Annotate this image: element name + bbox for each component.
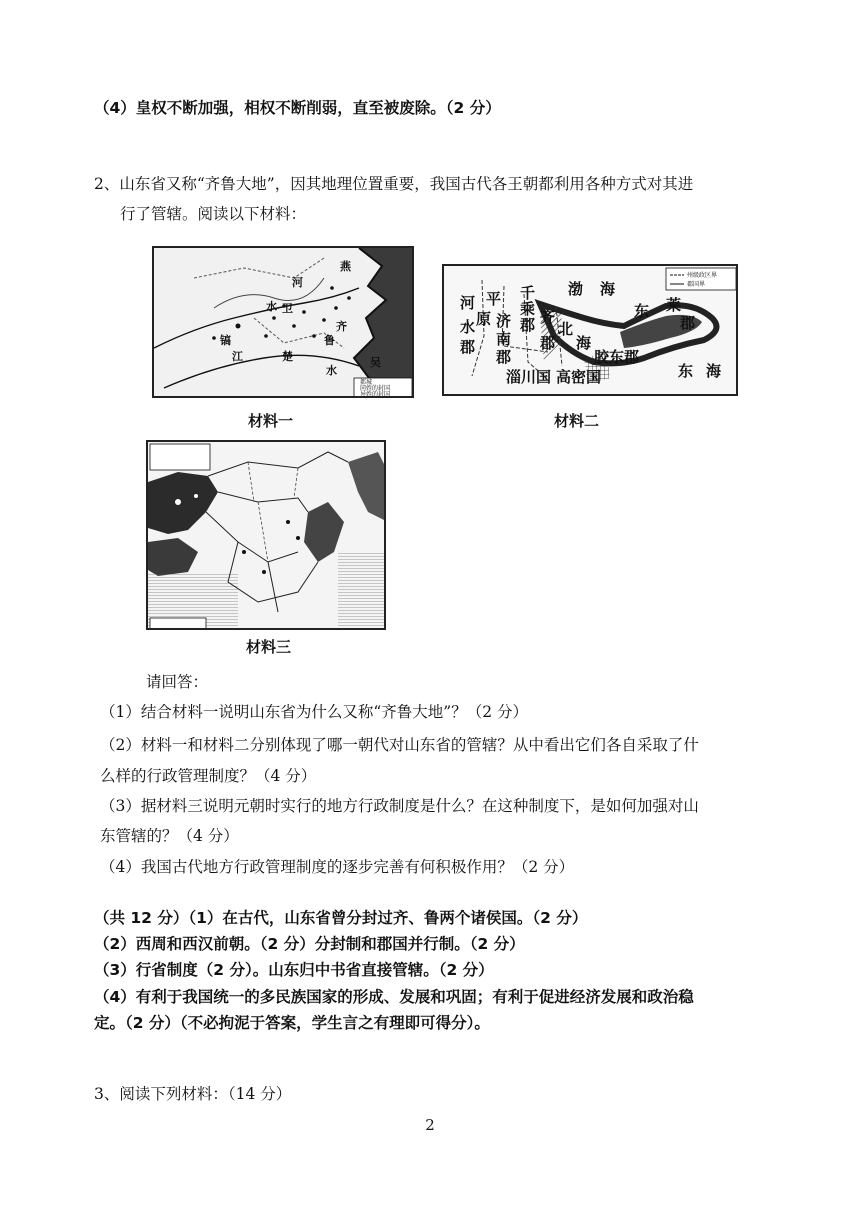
svg-text:千: 千 [520, 284, 536, 302]
page-number: 2 [425, 1116, 435, 1134]
svg-text:镐: 镐 [220, 334, 231, 347]
svg-text:郡: 郡 [496, 348, 512, 366]
question-2-stem-line-2: 行了管辖。阅读以下材料： [120, 205, 307, 223]
svg-text:河: 河 [460, 294, 476, 312]
answer-line: （4）有利于我国统一的多民族国家的形成、发展和巩固；有利于促进经济发展和政治稳 [94, 988, 694, 1006]
svg-text:燕: 燕 [340, 260, 351, 273]
svg-text:胶东郡: 胶东郡 [594, 348, 640, 366]
svg-text:郡: 郡 [520, 316, 536, 334]
svg-text:莱: 莱 [666, 296, 682, 314]
svg-text:水: 水 [266, 300, 277, 313]
svg-text:鲁: 鲁 [324, 334, 335, 347]
map1-label: 河 [292, 276, 303, 289]
svg-text:东: 东 [678, 362, 694, 380]
answer-line: （2）西周和西汉前朝。（2 分）分封制和郡国并行制。（2 分） [94, 935, 525, 953]
question-item: （1）结合材料一说明山东省为什么又称“齐鲁大地”？（2 分） [100, 703, 529, 721]
svg-text:海: 海 [576, 334, 592, 352]
svg-text:郡国界: 郡国界 [687, 281, 706, 288]
svg-text:淄川国: 淄川国 [506, 368, 552, 386]
svg-text:乘: 乘 [520, 300, 536, 318]
svg-text:州级政区界: 州级政区界 [687, 272, 718, 279]
svg-text:都城: 都城 [360, 379, 373, 386]
svg-text:水: 水 [460, 318, 476, 336]
svg-text:渤: 渤 [568, 280, 584, 298]
question-item: （2）材料一和材料二分别体现了哪一朝代对山东省的管辖？从中看出它们各自采取了什 [100, 736, 699, 754]
svg-text:水: 水 [326, 364, 337, 377]
svg-text:异姓的封国: 异姓的封国 [360, 391, 391, 398]
svg-text:原: 原 [476, 310, 492, 328]
svg-text:济: 济 [496, 312, 512, 330]
svg-text:高密国: 高密国 [556, 368, 602, 386]
answer-line: （3）行省制度（2 分）。山东归中书省直接管辖。（2 分） [94, 961, 494, 979]
map-material-1-caption: 材料一 [248, 412, 294, 430]
svg-text:郡: 郡 [680, 314, 696, 332]
answer-prompt: 请回答： [146, 673, 209, 691]
answer-line: 定。（2 分）（不必拘泥于答案，学生言之有理即可得分）。 [94, 1014, 490, 1032]
question-item-continued: 东管辖的？（4 分） [100, 827, 239, 845]
svg-text:卫: 卫 [282, 302, 293, 315]
svg-text:北: 北 [558, 320, 574, 338]
answer-line: （共 12 分）（1）在古代，山东省曾分封过齐、鲁两个诸侯国。（2 分） [94, 909, 588, 927]
svg-text:齐: 齐 [540, 308, 556, 326]
question-item-continued: 么样的行政管理制度？（4 分） [100, 767, 317, 785]
svg-text:南: 南 [496, 330, 512, 348]
svg-text:郡: 郡 [460, 338, 476, 356]
map-material-3 [146, 440, 386, 630]
question-item: （3）据材料三说明元朝时实行的地方行政制度是什么？在这种制度下，是如何加强对山 [100, 797, 699, 815]
svg-text:齐: 齐 [336, 320, 347, 333]
question-2-stem-line-1: 2、山东省又称“齐鲁大地”，因其地理位置重要，我国古代各王朝都利用各种方式对其进 [94, 175, 694, 193]
svg-text:海: 海 [706, 362, 722, 380]
svg-text:东: 东 [634, 302, 650, 320]
map-material-3-caption: 材料三 [246, 638, 292, 656]
svg-text:平: 平 [486, 290, 502, 308]
svg-text:江: 江 [232, 350, 243, 363]
map-material-2-caption: 材料二 [554, 412, 600, 430]
question-item: （4）我国古代地方行政管理制度的逐步完善有何积极作用？（2 分） [100, 858, 575, 876]
svg-text:海: 海 [600, 280, 616, 298]
previous-answer: （4）皇权不断加强，相权不断削弱，直至被废除。（2 分） [94, 99, 501, 117]
svg-text:吴: 吴 [370, 356, 381, 369]
question-3-stem: 3、阅读下列材料：（14 分） [94, 1085, 292, 1103]
svg-text:楚: 楚 [282, 350, 293, 363]
map-material-2 [442, 264, 738, 396]
svg-text:同姓的封国: 同姓的封国 [360, 385, 391, 392]
map-material-1 [152, 246, 414, 398]
svg-text:郡: 郡 [540, 334, 556, 352]
